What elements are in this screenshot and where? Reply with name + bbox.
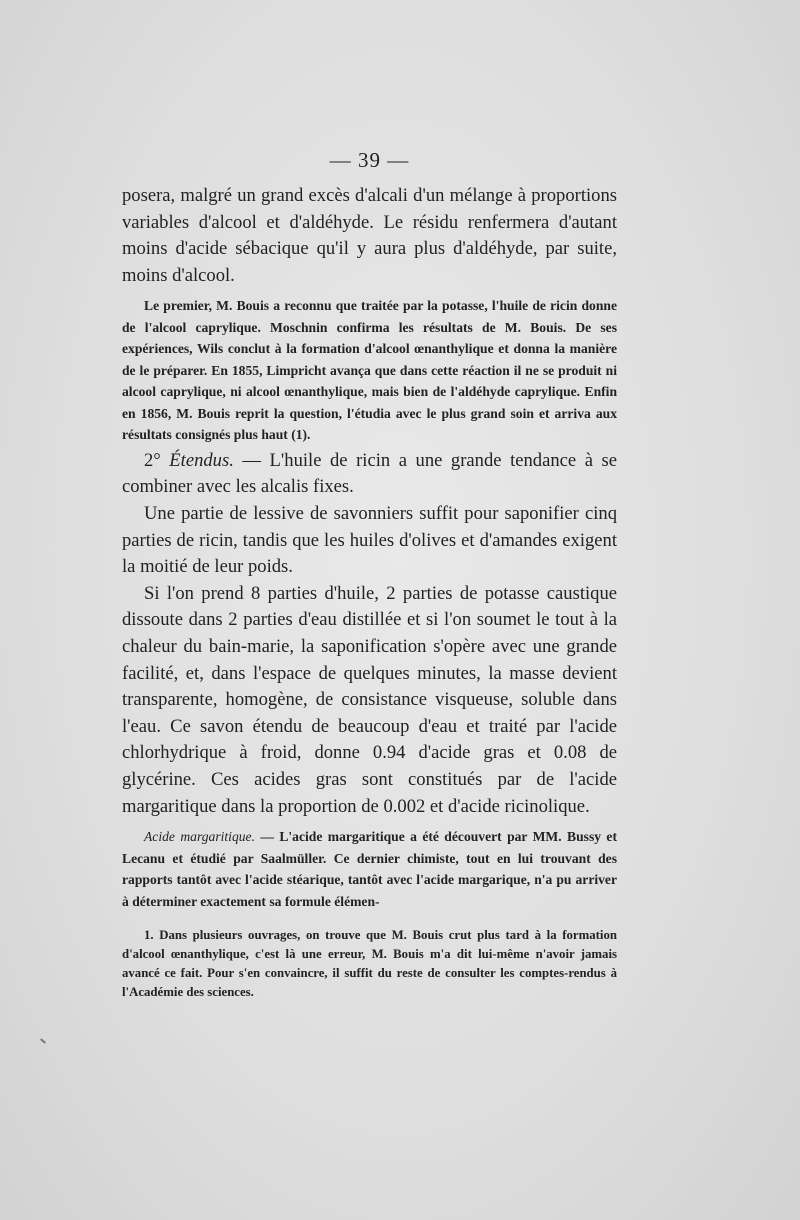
paragraph-6-margaritique <box>122 826 617 912</box>
section-body-etendus: — L'huile de ricin a une grande tendance à se combiner avec les alcalis fixes. <box>122 449 617 498</box>
text-block <box>122 148 617 1002</box>
paper-speck <box>40 1038 46 1043</box>
paragraph-2-history: Le premier, M. Bouis a reconnu que traitée par la potasse, l'huile de ricin donne de l'alcool caprylique. Moschnin confirma les résultats de M. Bouis. De ses expériences, Wils conclut à la formation d'alcool œnanthylique et donna la manière de le préparer. En 1855, Limpricht avança que dans cette réaction il ne se produit ni alcool caprylique, ni alcool œnanthylique, mais bien de l'aldéhyde caprylique. Enfin en 1856, M. Bouis reprit la question, l'étudia avec le plus grand soin et arriva aux résultats consignés plus haut (1). <box>122 298 617 443</box>
section-number: 2° <box>144 449 170 471</box>
paragraph-5: Si l'on prend 8 parties d'huile, 2 parties de potasse caustique dissoute dans 2 parties d'eau distillée et si l'on soumet le tout à la chaleur du bain-marie, la saponification s'opère avec une grande facilité, et, dans l'espace de quelques minutes, la masse devient transparente, homogène, de consistance visqueuse, soluble dans l'eau. Ce savon étendu de beaucoup d'eau et traité par l'acide chlorhydrique à froid, donne 0.94 d'acide gras et 0.08 de glycérine. Ces acides gras sont constitués par de l'acide margaritique dans la proportion de 0.002 et d'acide ricinolique. <box>122 582 617 817</box>
page-number: — 39 — <box>329 148 410 172</box>
section-title-etendus: Étendus. <box>169 449 234 471</box>
footnote-text: Dans plusieurs ouvrages, on trouve que M. Bouis crut plus tard à la formation d'alcool œnanthylique, c'est là une erreur, M. Bouis m'a dit lui-même n'avoir jamais avancé ce fait. Pour s'en convaincre, il suffit du reste de consulter les comptes-rendus à l'Académie des sciences. <box>122 928 617 1000</box>
footnote <box>122 926 617 1002</box>
section-title-margaritique: Acide margaritique. <box>144 829 255 845</box>
paragraph-1: posera, malgré un grand excès d'alcali d'un mélange à proportions variables d'alcool et d'aldéhyde. Le résidu renfermera d'autant moins d'acide sébacique qu'il y aura plus d'aldéhyde, par suite, moins d'alcool. <box>122 185 617 286</box>
paragraph-3-etendus <box>122 448 617 501</box>
section-body-margaritique: — L'acide margaritique a été découvert par MM. Bussy et Lecanu et étudié par Saalmüller. Ce dernier chimiste, tout en lui trouvant des rapports tantôt avec l'acide stéarique, tantôt avec l'acide margarique, n'a pu arriver à déterminer exactement sa formule élémen- <box>122 829 617 909</box>
paragraph-4: Une partie de lessive de savonniers suffit pour saponifier cinq parties de ricin, tandis que les huiles d'olives et d'amandes exigent la moitié de leur poids. <box>122 503 617 578</box>
footnote-number: 1. <box>144 928 154 943</box>
